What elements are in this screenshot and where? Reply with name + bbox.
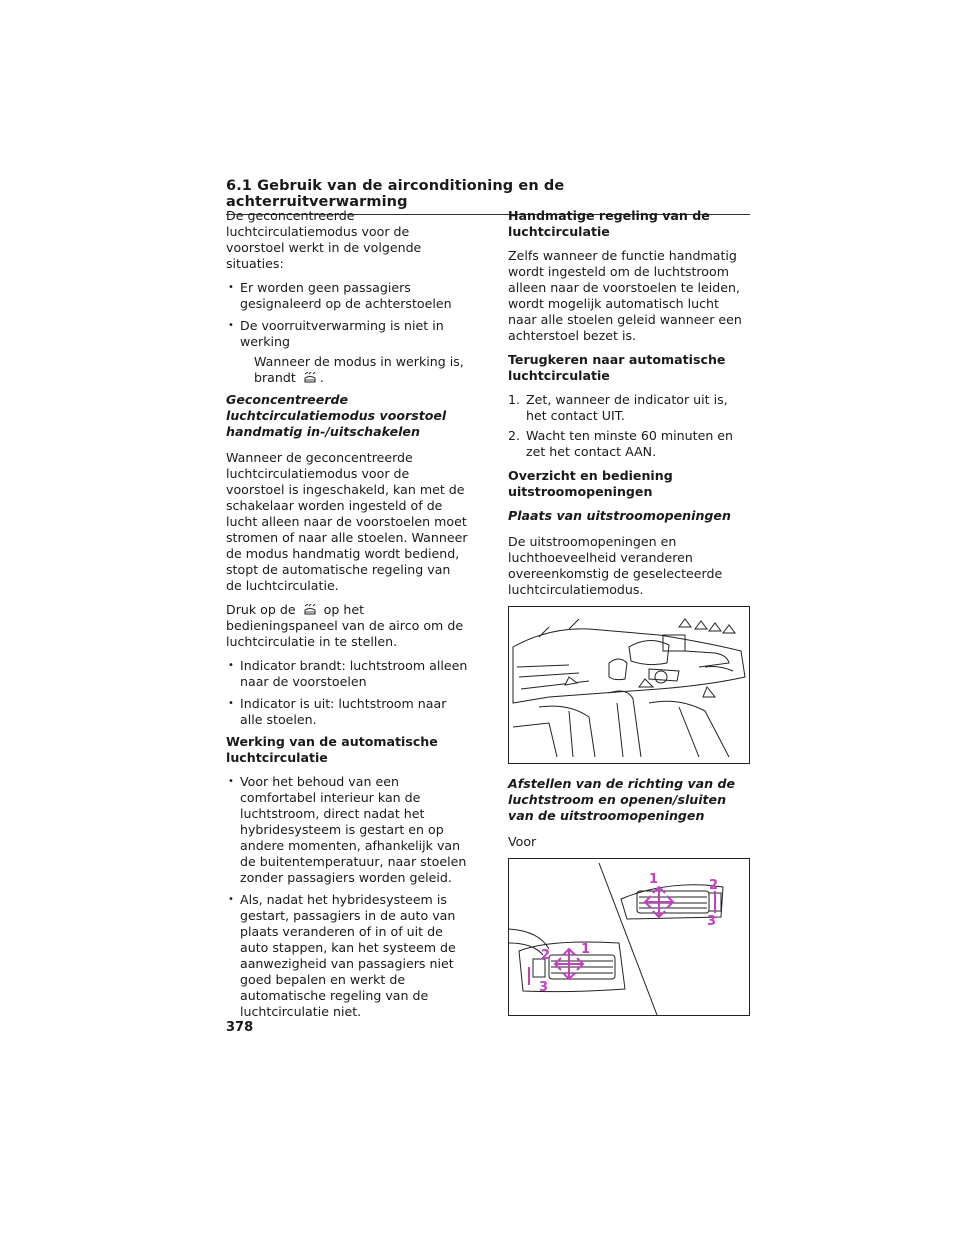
heading-overview: Overzicht en bediening uitstroomopeningen xyxy=(508,468,673,499)
location-paragraph: De uitstroomopeningen en luchthoeveelheid veranderen overeenkomstig de geselecteerde luchtcirculatiemodus. xyxy=(508,534,723,597)
heading-return-auto: Terugkeren naar automatische luchtcirculatie xyxy=(508,352,726,383)
vent-locations-illustration xyxy=(508,606,750,764)
press-text-before: Druk op de xyxy=(226,602,296,617)
step-number: 2. xyxy=(508,428,521,443)
callout-label: 3 xyxy=(707,914,717,929)
step-text: Wacht ten minste 60 minuten en zet het contact AAN. xyxy=(526,428,734,459)
mode-note-text: Wanneer de modus in werking is, brandt xyxy=(254,354,464,385)
callout-label: 1 xyxy=(581,942,591,957)
press-text-after: op het bedieningspaneel van de airco om de luchtcirculatie in te stellen. xyxy=(226,602,464,649)
list-item: • Indicator is uit: luchtstroom naar alle stoelen. xyxy=(226,696,470,728)
mode-note xyxy=(240,354,470,386)
press-paragraph xyxy=(226,602,470,650)
manual-circulation-paragraph: Zelfs wanneer de functie handmatig wordt ingesteld om de luchtstroom alleen naar de voorstoelen te leiden, wordt mogelijk automatisch lucht naar alle stoelen geleid wanneer een achterstoel bezet is. xyxy=(508,248,742,343)
page-number: 378 xyxy=(226,1020,254,1035)
manual-paragraph: Wanneer de geconcentreerde luchtcirculatiemodus voor de voorstoel is ingeschakeld, kan met de schakelaar worden ingesteld of de lucht alleen naar de voorstoelen moet stromen of naar alle stoelen. Wanneer de modus handmatig wordt bediend, stopt de automatische regeling van de luchtcirculatie. xyxy=(226,450,468,593)
step-text: Zet, wanneer de indicator uit is, het contact UIT. xyxy=(526,392,728,423)
step-item xyxy=(508,428,750,460)
heading-auto-circulation: Werking van de automatische luchtcirculatie xyxy=(226,734,438,765)
left-column xyxy=(226,208,470,1026)
intro-paragraph: De geconcentreerde luchtcirculatiemodus voor de voorstoel werkt in de volgende situaties: xyxy=(226,208,422,271)
step-item xyxy=(508,392,750,424)
front-seat-concentration-icon xyxy=(302,372,318,384)
list-item xyxy=(226,318,470,386)
list-item: • Indicator brandt: luchtstroom alleen naar de voorstoelen xyxy=(226,658,470,690)
auto-list xyxy=(226,774,470,1020)
callout-label: 2 xyxy=(541,948,551,963)
list-item: • Als, nadat het hybridesysteem is gestart, passagiers in de auto van plaats veranderen of in of uit de auto stappen, kan het systeem de aanwezigheid van passagiers niet goed bepalen en werkt de automatische regeling van de luchtcirculatie niet. xyxy=(226,892,470,1020)
front-seat-concentration-icon xyxy=(302,604,318,616)
front-label: Voor xyxy=(508,834,537,849)
situations-list xyxy=(226,280,470,386)
list-item-text: De voorruitverwarming is niet in werking xyxy=(240,318,444,349)
heading-location: Plaats van uitstroomopeningen xyxy=(508,508,731,523)
heading-adjust: Afstellen van de richting van de luchtstroom en openen/sluiten van de uitstroomopeningen xyxy=(508,776,736,823)
front-vents-illustration xyxy=(508,858,750,1016)
indicator-list xyxy=(226,658,470,728)
section-title: 6.1 Gebruik van de airconditioning en de achterruitverwarming xyxy=(226,178,565,210)
callout-label: 3 xyxy=(539,980,549,995)
callout-label: 1 xyxy=(649,872,659,887)
list-item: • Er worden geen passagiers gesignaleerd op de achterstoelen xyxy=(226,280,470,312)
right-column xyxy=(508,208,750,1028)
heading-manual-toggle: Geconcentreerde luchtcirculatiemodus voorstoel handmatig in-/uitschakelen xyxy=(226,392,447,439)
callout-label: 2 xyxy=(709,878,719,893)
step-number: 1. xyxy=(508,392,521,407)
mode-note-end: . xyxy=(319,370,324,385)
list-item: • Voor het behoud van een comfortabel interieur kan de luchtstroom, direct nadat het hybridesysteem is gestart en op andere momenten, afhankelijk van de buitentemperatuur, naar stoelen zonder passagiers worden geleid. xyxy=(226,774,470,886)
return-steps xyxy=(508,392,750,460)
heading-manual-circulation: Handmatige regeling van de luchtcirculatie xyxy=(508,208,710,239)
